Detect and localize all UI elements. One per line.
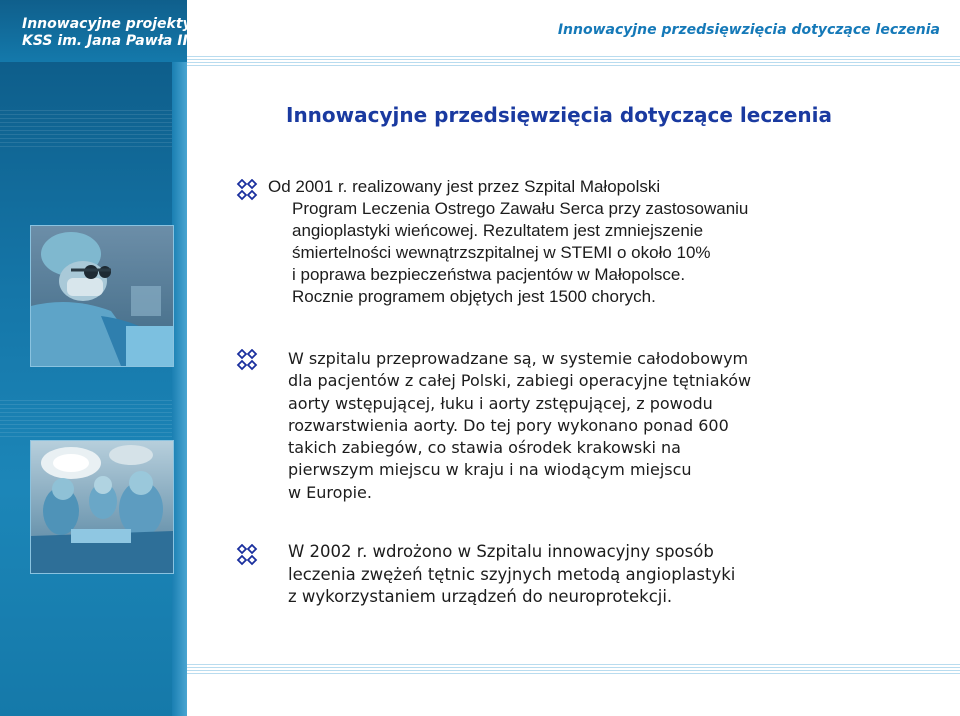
bullet-line: z wykorzystaniem urządzeń do neuroprotekcji.	[288, 587, 673, 606]
bullet-text	[288, 541, 735, 609]
quad-diamond-bullet-icon	[236, 349, 258, 371]
header-divider	[187, 56, 960, 66]
bullet-line: Rocznie programem objętych jest 1500 chorych.	[292, 287, 656, 306]
sidebar-edge	[172, 62, 187, 716]
bullet-line: Program Leczenia Ostrego Zawału Serca przy zastosowaniu	[292, 199, 749, 218]
quad-diamond-bullet-icon	[236, 544, 258, 566]
bullet-text	[268, 176, 748, 308]
bullet-line: takich zabiegów, co stawia ośrodek krakowski na	[288, 438, 681, 458]
bullet-line: leczenia zwężeń tętnic szyjnych metodą angioplastyki	[288, 564, 736, 584]
surgery-photo-image	[31, 226, 173, 366]
bullet-line: W 2002 r. wdrożono w Szpitalu innowacyjny sposób	[288, 542, 714, 561]
operating-room-photo-image	[31, 441, 173, 573]
page-title: Innowacyjne przedsięwzięcia dotyczące leczenia	[286, 103, 832, 127]
sidebar	[0, 62, 187, 716]
bullet-line: W szpitalu przeprowadzane są, w systemie całodobowym	[288, 349, 749, 368]
brand-box	[0, 0, 192, 62]
bullet-line: w Europie.	[288, 482, 372, 502]
surgery-photo	[30, 225, 174, 367]
bullet-line: Od 2001 r. realizowany jest przez Szpital Małopolski	[268, 177, 661, 196]
footer-divider	[187, 664, 960, 674]
bullet-line: śmiertelności wewnątrzszpitalnej w STEMI o około 10%	[292, 243, 711, 262]
bullet-text	[288, 348, 751, 504]
brand-line-1: Innowacyjne projekty	[22, 16, 192, 32]
quad-diamond-bullet-icon	[236, 179, 258, 201]
sidebar-decor-stripes	[0, 110, 172, 150]
header-title: Innowacyjne przedsięwzięcia dotyczące leczenia	[557, 22, 940, 38]
brand-line-2: KSS im. Jana Pawła II	[22, 33, 188, 49]
bullet-line: rozwarstwienia aorty. Do tej pory wykonano ponad 600	[288, 415, 729, 435]
sidebar-decor-stripes	[0, 400, 172, 440]
bullet-line: dla pacjentów z całej Polski, zabiegi operacyjne tętniaków	[288, 371, 752, 391]
operating-room-photo	[30, 440, 174, 574]
bullet-line: angioplastyki wieńcowej. Rezultatem jest zmniejszenie	[292, 221, 704, 240]
bullet-line: i poprawa bezpieczeństwa pacjentów w Małopolsce.	[292, 265, 686, 284]
bullet-line: aorty wstępującej, łuku i aorty zstępującej, z powodu	[288, 393, 713, 413]
bullet-line: pierwszym miejscu w kraju i na wiodącym miejscu	[288, 460, 692, 480]
